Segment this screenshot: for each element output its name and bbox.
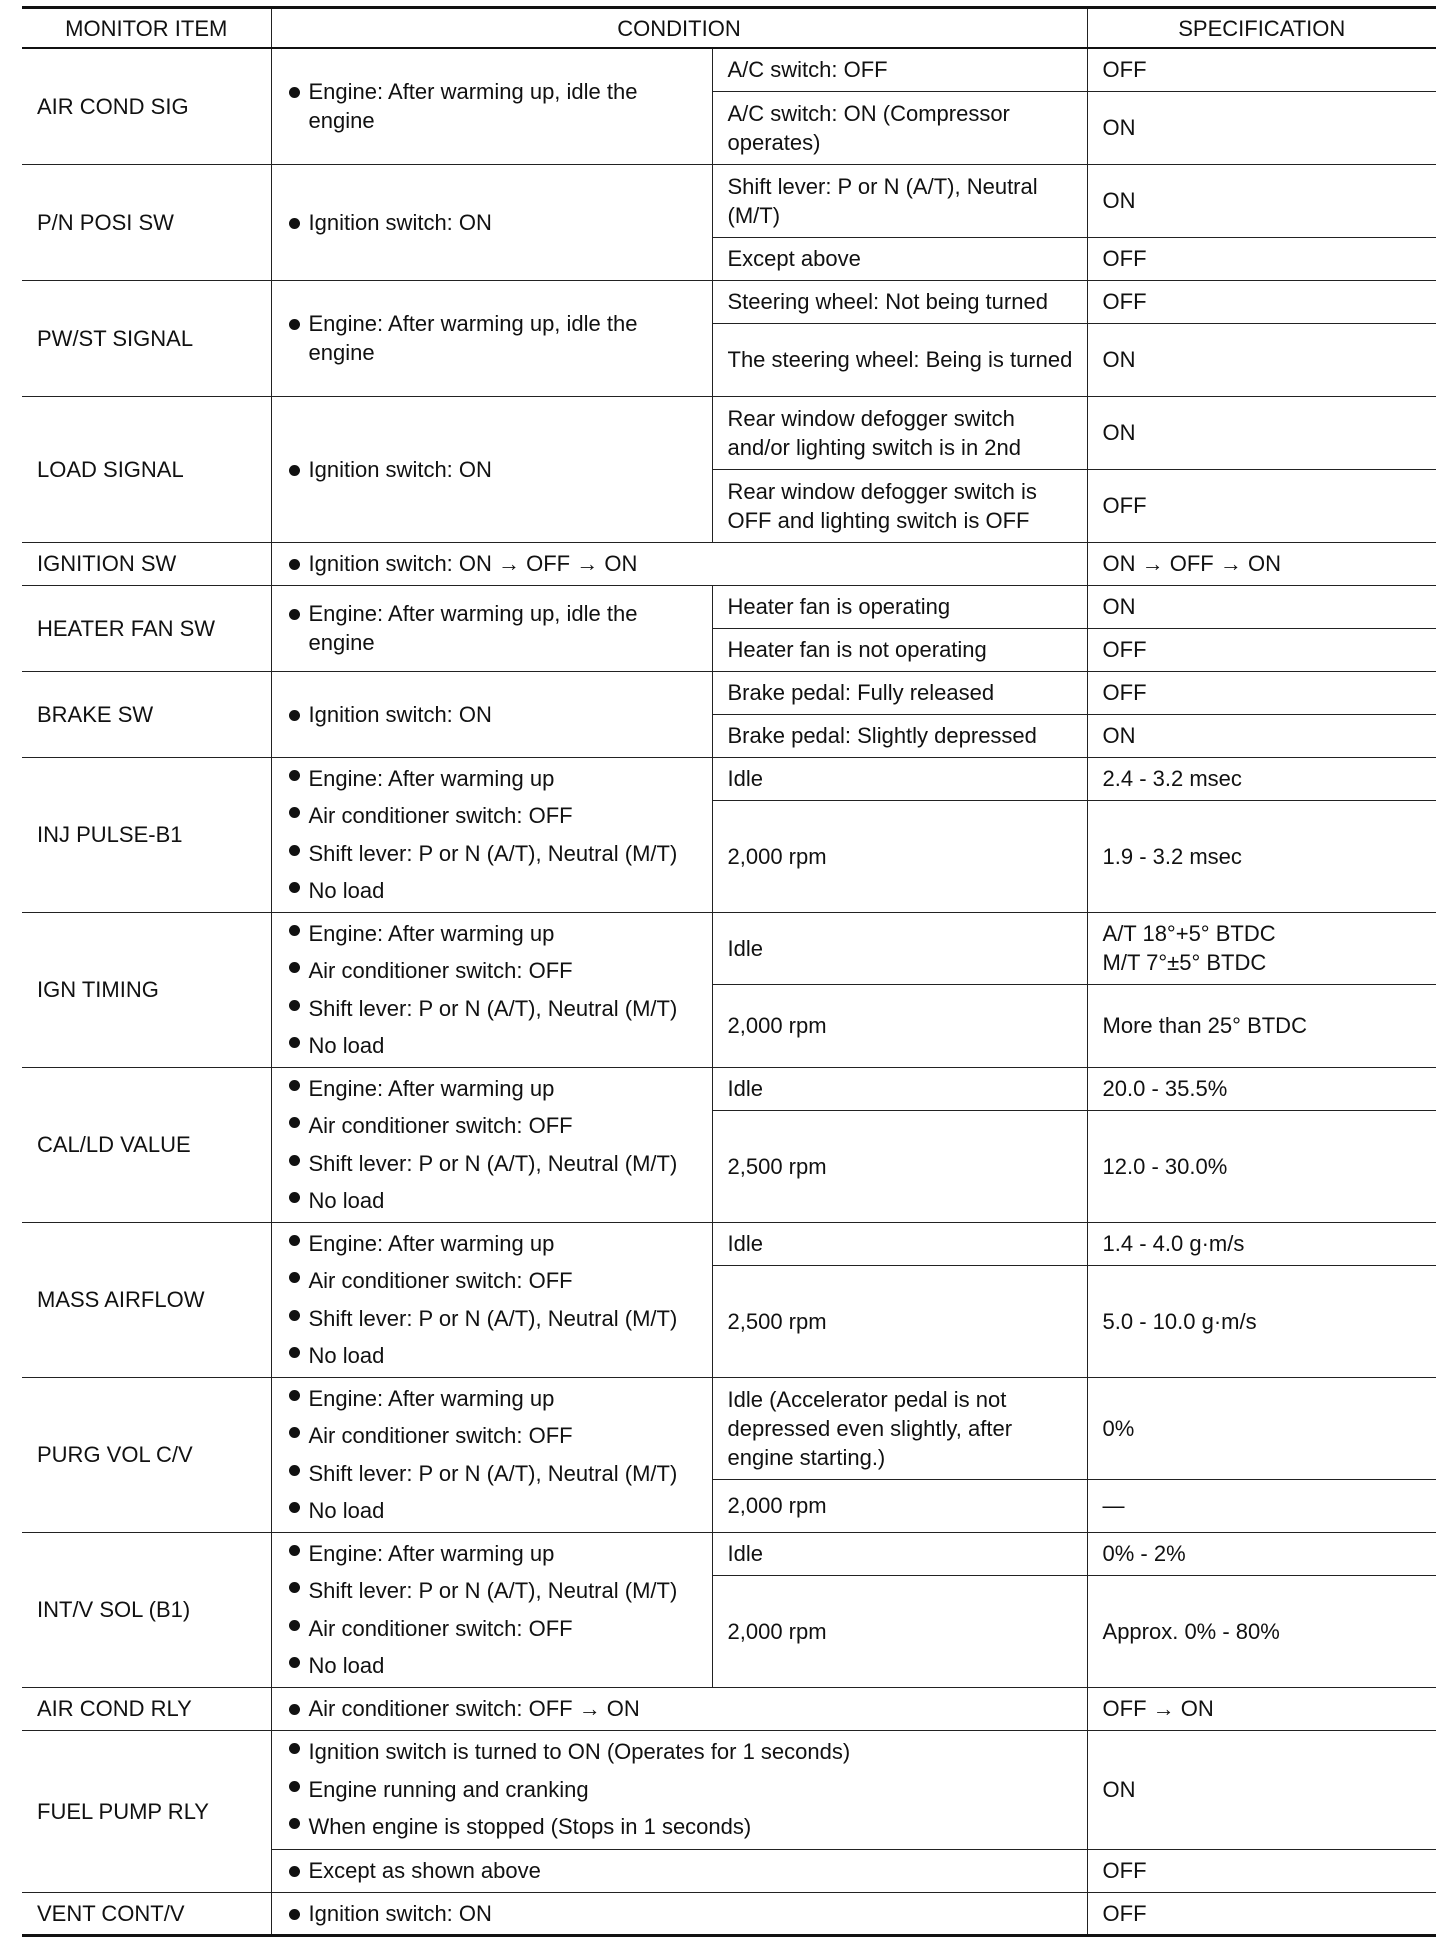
specification: — [1087,1479,1436,1532]
monitor-item: FUEL PUMP RLY [22,1730,271,1892]
specification: 12.0 - 30.0% [1087,1110,1436,1222]
condition-bullet: No load [287,1337,702,1375]
condition-cell [271,1532,712,1687]
table-row [22,396,1436,469]
sub-condition: Steering wheel: Not being turned [712,280,1087,323]
monitor-spec-table [22,6,1436,1937]
header-monitor-item: MONITOR ITEM [22,8,271,49]
specification: ON [1087,1730,1436,1849]
sub-condition: Heater fan is operating [712,585,1087,628]
specification: 2.4 - 3.2 msec [1087,757,1436,800]
specification: OFF [1087,280,1436,323]
table-row [22,585,1436,628]
table-row [22,1892,1436,1935]
monitor-item: BRAKE SW [22,671,271,757]
sub-condition: Heater fan is not operating [712,628,1087,671]
specification: OFF [1087,671,1436,714]
specification: 20.0 - 35.5% [1087,1067,1436,1110]
monitor-item: AIR COND RLY [22,1687,271,1730]
condition-bullet: Air conditioner switch: OFF → ON [287,1694,1077,1723]
table-row [22,542,1436,585]
condition-bullet: Shift lever: P or N (A/T), Neutral (M/T) [287,1300,702,1338]
condition-bullet: Engine: After warming up [287,1380,702,1418]
monitor-item: HEATER FAN SW [22,585,271,671]
condition-cell [271,1687,1087,1730]
table-row [22,48,1436,91]
header-condition: CONDITION [271,8,1087,49]
condition-bullet: Engine running and cranking [287,1771,1077,1809]
condition-bullet: Air conditioner switch: OFF [287,1610,702,1648]
sub-condition: 2,500 rpm [712,1110,1087,1222]
sub-condition: Idle [712,1222,1087,1265]
condition-bullet: Ignition switch: ON [287,700,702,729]
condition-bullet: Shift lever: P or N (A/T), Neutral (M/T) [287,835,702,873]
table-row [22,1222,1436,1265]
monitor-item: INT/V SOL (B1) [22,1532,271,1687]
condition-cell [271,671,712,757]
specification: 1.4 - 4.0 g·m/s [1087,1222,1436,1265]
condition-bullet: No load [287,1647,702,1685]
monitor-item: P/N POSI SW [22,164,271,280]
condition-bullet: Ignition switch: ON [287,208,702,237]
sub-condition: Idle [712,912,1087,984]
specification: ON [1087,585,1436,628]
sub-condition: Brake pedal: Fully released [712,671,1087,714]
condition-cell [271,585,712,671]
condition-bullet: Engine: After warming up [287,760,702,798]
condition-bullet: Engine: After warming up, idle the engine [287,599,702,657]
condition-cell [271,164,712,280]
condition-cell [271,396,712,542]
condition-bullet: Ignition switch: ON [287,455,702,484]
sub-condition: A/C switch: ON (Compressor operates) [712,91,1087,164]
table-row [22,757,1436,800]
table-row [22,671,1436,714]
specification: OFF → ON [1087,1687,1436,1730]
specification: More than 25° BTDC [1087,984,1436,1067]
condition-bullet: No load [287,1027,702,1065]
condition-bullet: Air conditioner switch: OFF [287,1262,702,1300]
sub-condition: 2,500 rpm [712,1265,1087,1377]
specification [1087,912,1436,984]
specification: 0% - 2% [1087,1532,1436,1575]
condition-bullet: No load [287,1492,702,1530]
sub-condition: 2,000 rpm [712,984,1087,1067]
sub-condition: A/C switch: OFF [712,48,1087,91]
condition-bullet: Except as shown above [287,1856,1077,1885]
monitor-item: IGN TIMING [22,912,271,1067]
monitor-item: CAL/LD VALUE [22,1067,271,1222]
condition-cell [271,1892,1087,1935]
specification: ON [1087,396,1436,469]
condition-cell [271,912,712,1067]
specification: ON [1087,714,1436,757]
table-header-row [22,8,1436,49]
condition-bullet: Ignition switch is turned to ON (Operates for 1 seconds) [287,1733,1077,1771]
specification: 0% [1087,1377,1436,1479]
specification: OFF [1087,1849,1436,1892]
table-row [22,1067,1436,1110]
monitor-item: MASS AIRFLOW [22,1222,271,1377]
table-row [22,1532,1436,1575]
sub-condition: 2,000 rpm [712,1479,1087,1532]
table-row [22,164,1436,237]
condition-cell [271,48,712,164]
condition-cell [271,1849,1087,1892]
condition-bullet: Air conditioner switch: OFF [287,1417,702,1455]
table-row [22,1730,1436,1849]
spec-table-container [22,6,1436,1937]
specification: Approx. 0% - 80% [1087,1575,1436,1687]
monitor-item: LOAD SIGNAL [22,396,271,542]
condition-bullet: No load [287,872,702,910]
condition-bullet: Air conditioner switch: OFF [287,797,702,835]
condition-bullet: Shift lever: P or N (A/T), Neutral (M/T) [287,1455,702,1493]
sub-condition: Rear window defogger switch is OFF and lighting switch is OFF [712,469,1087,542]
monitor-item: PW/ST SIGNAL [22,280,271,396]
sub-condition: Rear window defogger switch and/or lighting switch is in 2nd [712,396,1087,469]
condition-bullet: Air conditioner switch: OFF [287,952,702,990]
monitor-item: PURG VOL C/V [22,1377,271,1532]
sub-condition: Shift lever: P or N (A/T), Neutral (M/T) [712,164,1087,237]
sub-condition: The steering wheel: Being is turned [712,323,1087,396]
condition-bullet: Engine: After warming up, idle the engine [287,309,702,367]
sub-condition: Idle [712,1067,1087,1110]
specification: ON [1087,164,1436,237]
sub-condition: 2,000 rpm [712,800,1087,912]
condition-cell [271,542,1087,585]
monitor-item: INJ PULSE-B1 [22,757,271,912]
condition-bullet: Ignition switch: ON → OFF → ON [287,549,1077,578]
specification: OFF [1087,1892,1436,1935]
monitor-item: VENT CONT/V [22,1892,271,1935]
specification: ON [1087,323,1436,396]
condition-cell [271,1377,712,1532]
sub-condition: 2,000 rpm [712,1575,1087,1687]
table-row [22,1687,1436,1730]
condition-bullet: Ignition switch: ON [287,1899,1077,1928]
table-row [22,280,1436,323]
condition-bullet: Engine: After warming up [287,1535,702,1573]
specification: ON → OFF → ON [1087,542,1436,585]
condition-cell [271,280,712,396]
condition-bullet: When engine is stopped (Stops in 1 seconds) [287,1808,1077,1846]
condition-cell [271,1222,712,1377]
table-row [22,912,1436,984]
specification: 5.0 - 10.0 g·m/s [1087,1265,1436,1377]
condition-cell [271,757,712,912]
condition-bullet: Shift lever: P or N (A/T), Neutral (M/T) [287,1145,702,1183]
monitor-item: IGNITION SW [22,542,271,585]
condition-bullet: Engine: After warming up, idle the engine [287,77,702,135]
sub-condition: Idle [712,1532,1087,1575]
condition-bullet: Shift lever: P or N (A/T), Neutral (M/T) [287,1572,702,1610]
condition-cell [271,1730,1087,1849]
spec-line-mt: M/T 7°±5° BTDC [1102,950,1267,975]
specification: ON [1087,91,1436,164]
specification: 1.9 - 3.2 msec [1087,800,1436,912]
sub-condition: Idle (Accelerator pedal is not depressed even slightly, after engine starting.) [712,1377,1087,1479]
condition-bullet: Engine: After warming up [287,915,702,953]
sub-condition: Brake pedal: Slightly depressed [712,714,1087,757]
spec-line-at: A/T 18°+5° BTDC [1102,921,1276,946]
sub-condition: Except above [712,237,1087,280]
sub-condition: Idle [712,757,1087,800]
specification: OFF [1087,48,1436,91]
condition-bullet: Engine: After warming up [287,1070,702,1108]
condition-bullet: Engine: After warming up [287,1225,702,1263]
condition-bullet: Shift lever: P or N (A/T), Neutral (M/T) [287,990,702,1028]
table-row [22,1377,1436,1479]
header-specification: SPECIFICATION [1087,8,1436,49]
specification: OFF [1087,469,1436,542]
specification: OFF [1087,237,1436,280]
monitor-item: AIR COND SIG [22,48,271,164]
condition-bullet: Air conditioner switch: OFF [287,1107,702,1145]
condition-bullet: No load [287,1182,702,1220]
specification: OFF [1087,628,1436,671]
condition-cell [271,1067,712,1222]
